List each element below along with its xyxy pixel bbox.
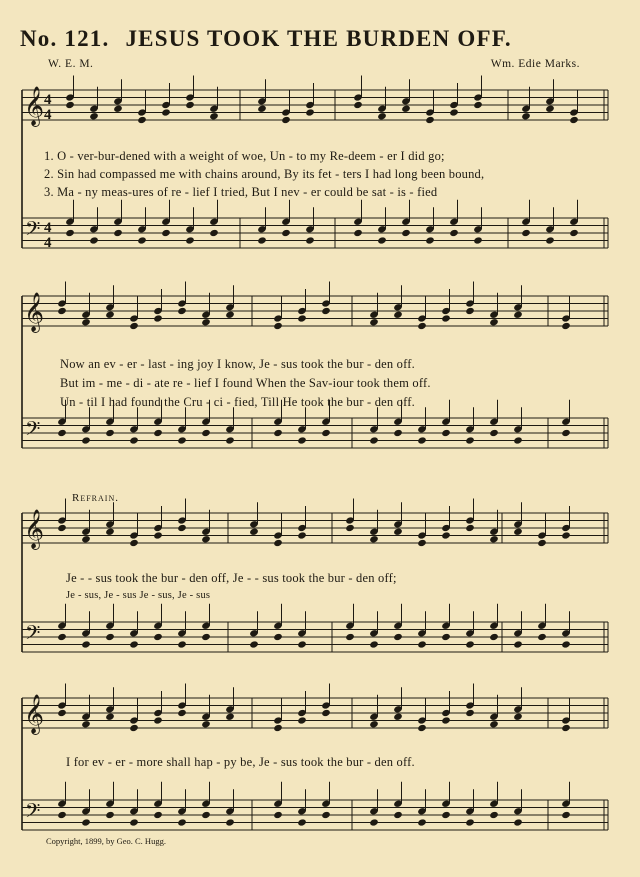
system-1-treble-note xyxy=(161,108,171,116)
system-2-treble-note xyxy=(441,314,451,322)
system-2-treble-note xyxy=(129,322,139,330)
system-3-bass-note xyxy=(465,640,475,648)
system-2-treble-note xyxy=(513,311,523,319)
system-2-treble-note xyxy=(321,307,331,315)
system-4-bass-note xyxy=(57,811,67,819)
system-4-treble-note xyxy=(417,724,427,732)
system-2-bass-note xyxy=(129,436,139,444)
system-2-bass-note xyxy=(321,429,331,437)
system-2-bass-note xyxy=(225,436,235,444)
system-4-treble-note xyxy=(465,709,475,717)
system-4-bass-note xyxy=(105,811,115,819)
system-1-time-signature-bottom: 4 xyxy=(44,235,52,251)
final-lyric: I for ev - er - more shall hap - py be, Je - sus took the bur - den off. xyxy=(66,755,415,769)
system-2-bass-note xyxy=(153,429,163,437)
hymn-title: JESUS TOOK THE BURDEN OFF. xyxy=(125,26,512,51)
system-2-bass-note xyxy=(105,429,115,437)
composer-credit: Wm. Edie Marks. xyxy=(490,58,580,70)
system-3-bass-note xyxy=(561,640,571,648)
system-4-bass-note xyxy=(177,818,187,826)
system-2-bass-note xyxy=(57,429,67,437)
system-4-treble-note xyxy=(153,716,163,724)
system-4-bass-note xyxy=(153,811,163,819)
system-3-treble-note xyxy=(393,528,403,536)
system-4-treble-note xyxy=(321,709,331,717)
system-1-bass-note xyxy=(137,236,147,244)
system-3-bass-note xyxy=(177,640,187,648)
system-3-bass-note xyxy=(513,640,523,648)
system-3-bass-note xyxy=(57,633,67,641)
system-3-bass-note xyxy=(489,633,499,641)
system-3-bass-note xyxy=(153,633,163,641)
system-3-treble-note xyxy=(345,524,355,532)
system-1-treble-note xyxy=(569,116,579,124)
system-4-bass-note xyxy=(513,818,523,826)
system-2-bass-note xyxy=(393,429,403,437)
system-3-treble-note xyxy=(105,528,115,536)
system-4-bass-note xyxy=(417,818,427,826)
system-4-treble-note xyxy=(369,720,379,728)
system-1-treble-note xyxy=(521,112,531,120)
system-2-treble-note xyxy=(57,307,67,315)
system-4-bass-note xyxy=(81,818,91,826)
refrain-echo-lyric: Je - sus, Je - sus Je - sus, Je - sus xyxy=(66,590,211,601)
system-4-treble-note xyxy=(225,713,235,721)
system-1-treble-note xyxy=(137,116,147,124)
system-4-treble-note xyxy=(561,724,571,732)
system-2-treble-note xyxy=(465,307,475,315)
system-2-bass-note xyxy=(273,429,283,437)
system-4-treble-note xyxy=(129,724,139,732)
system-1-treble-note xyxy=(185,101,195,109)
system-4-bass-note xyxy=(465,818,475,826)
system-2-bass-note xyxy=(441,429,451,437)
refrain-melody-lyric: Je - - sus took the bur - den off, Je - - sus took the bur - den off; xyxy=(66,571,397,585)
system-3-treble-note xyxy=(369,535,379,543)
system-3-bass-note xyxy=(345,633,355,641)
system-4-bass-note xyxy=(129,818,139,826)
system-1-time-signature-bottom: 4 xyxy=(44,107,52,123)
system-1-bass-note xyxy=(161,229,171,237)
system-4-treble-note xyxy=(81,720,91,728)
system-4-bass-note xyxy=(225,818,235,826)
system-2-treble-note xyxy=(105,311,115,319)
system-3-treble-note xyxy=(57,524,67,532)
system-4-bass-clef: 𝄢 xyxy=(25,799,41,827)
system-2-treble-note xyxy=(489,318,499,326)
system-2-bass-note xyxy=(417,436,427,444)
system-3-bass-note xyxy=(129,640,139,648)
system-1-bass-note xyxy=(281,229,291,237)
system-3-treble-note xyxy=(465,524,475,532)
system-1-treble-note xyxy=(89,112,99,120)
system-1-treble-note xyxy=(305,108,315,116)
system-4-treble-note xyxy=(393,713,403,721)
system-4-treble-note xyxy=(57,709,67,717)
system-1-treble-note xyxy=(401,105,411,113)
system-4-bass-note xyxy=(201,811,211,819)
system-4-bass-note xyxy=(489,811,499,819)
system-1-treble-note xyxy=(353,101,363,109)
system-2-treble-note xyxy=(177,307,187,315)
refrain-label: Refrain. xyxy=(72,492,119,504)
system-4-treble-note xyxy=(105,713,115,721)
system-3-bass-note xyxy=(441,633,451,641)
system-1-bass-note xyxy=(569,229,579,237)
system-3-treble-note xyxy=(489,535,499,543)
system-1-time-signature-top: 4 xyxy=(44,220,52,236)
system-2-treble-note xyxy=(225,311,235,319)
system-2-bass-note xyxy=(513,436,523,444)
system-3-treble-note xyxy=(297,531,307,539)
system-3-treble-note xyxy=(201,535,211,543)
verse-3-line-2: Un - til I had found the Cru - ci - fied, Till He took the bur - den off. xyxy=(60,395,415,409)
system-1-treble-note xyxy=(113,105,123,113)
system-1-bass-note xyxy=(425,236,435,244)
verse-3-line-1: 3. Ma - ny meas-ures of re - lief I tried, But I nev - er could be sat - is - fied xyxy=(44,185,438,199)
system-4-bass-note xyxy=(561,811,571,819)
system-2-bass-note xyxy=(201,429,211,437)
system-4-treble-clef: 𝄞 xyxy=(24,694,45,734)
system-4-bass-note xyxy=(369,818,379,826)
system-2-bass-note xyxy=(369,436,379,444)
system-1-treble-clef: 𝄞 xyxy=(24,86,45,126)
system-3-treble-note xyxy=(153,531,163,539)
verse-2-line-2: But im - me - di - ate re - lief I found When the Sav-iour took them off. xyxy=(60,376,431,390)
system-3-treble-note xyxy=(129,539,139,547)
system-1-bass-note xyxy=(545,236,555,244)
system-2-treble-note xyxy=(153,314,163,322)
system-3-treble-note xyxy=(273,539,283,547)
system-3-treble-note xyxy=(177,524,187,532)
system-2-bass-note xyxy=(489,429,499,437)
system-1-bass-note xyxy=(209,229,219,237)
system-1-treble-note xyxy=(473,101,483,109)
system-2-treble-note xyxy=(81,318,91,326)
system-1-bass-note xyxy=(305,236,315,244)
system-3-bass-note xyxy=(297,640,307,648)
system-4-bass-note xyxy=(321,811,331,819)
system-2-treble-note xyxy=(297,314,307,322)
system-2-treble-clef: 𝄞 xyxy=(24,292,45,332)
system-1-treble-note xyxy=(545,105,555,113)
system-1-bass-clef: 𝄢 xyxy=(25,217,41,245)
hymn-number: No. 121. xyxy=(20,26,110,51)
system-2-bass-note xyxy=(297,436,307,444)
system-2-bass-note xyxy=(561,429,571,437)
system-1-bass-note xyxy=(89,236,99,244)
system-3-bass-note xyxy=(393,633,403,641)
system-1-treble-note xyxy=(281,116,291,124)
system-3-treble-note xyxy=(417,539,427,547)
system-2-bass-note xyxy=(177,436,187,444)
system-2-treble-note xyxy=(369,318,379,326)
system-4-treble-note xyxy=(441,716,451,724)
system-3-bass-note xyxy=(537,633,547,641)
system-1-treble-note xyxy=(449,108,459,116)
system-1-bass-note xyxy=(113,229,123,237)
system-1-bass-note xyxy=(521,229,531,237)
system-4-bass-note xyxy=(273,811,283,819)
system-1-bass-note xyxy=(353,229,363,237)
system-2-treble-note xyxy=(273,322,283,330)
system-4-bass-note xyxy=(393,811,403,819)
system-3-treble-note xyxy=(81,535,91,543)
system-4-treble-note xyxy=(489,720,499,728)
system-3-bass-note xyxy=(369,640,379,648)
system-1-time-signature-top: 4 xyxy=(44,92,52,108)
system-1-bass-note xyxy=(401,229,411,237)
system-3-bass-note xyxy=(81,640,91,648)
system-2-bass-note xyxy=(81,436,91,444)
system-4-treble-note xyxy=(201,720,211,728)
system-4-bass-note xyxy=(297,818,307,826)
system-3-bass-clef: 𝄢 xyxy=(25,621,41,649)
system-2-treble-note xyxy=(561,322,571,330)
system-3-treble-note xyxy=(537,539,547,547)
verse-1-line-1: 1. O - ver-bur-dened with a weight of woe, Un - to my Re-deem - er I did go; xyxy=(44,149,445,163)
system-3-treble-note xyxy=(249,528,259,536)
system-1-bass-note xyxy=(257,236,267,244)
system-1-bass-note xyxy=(377,236,387,244)
system-3-treble-note xyxy=(441,531,451,539)
system-1-bass-note xyxy=(473,236,483,244)
system-3-bass-note xyxy=(273,633,283,641)
system-1-treble-note xyxy=(209,112,219,120)
system-1-bass-note xyxy=(65,229,75,237)
system-2-treble-note xyxy=(417,322,427,330)
system-4-bass-note xyxy=(441,811,451,819)
system-3-treble-note xyxy=(513,528,523,536)
system-2-treble-note xyxy=(393,311,403,319)
system-1-treble-note xyxy=(257,105,267,113)
system-4-treble-note xyxy=(273,724,283,732)
system-4-treble-note xyxy=(297,716,307,724)
system-3-bass-note xyxy=(201,633,211,641)
system-1-bass-note xyxy=(185,236,195,244)
system-3-bass-note xyxy=(249,640,259,648)
system-4-treble-note xyxy=(513,713,523,721)
system-2-bass-clef: 𝄢 xyxy=(25,417,41,445)
verse-2-line-1: 2. Sin had compassed me with chains around, By its fet - ters I had long been bound, xyxy=(44,167,485,181)
system-1-treble-note xyxy=(425,116,435,124)
system-4-treble-note xyxy=(177,709,187,717)
system-1-treble-note xyxy=(377,112,387,120)
system-3-treble-note xyxy=(561,531,571,539)
verse-1-line-2: Now an ev - er - last - ing joy I know, Je - sus took the bur - den off. xyxy=(60,357,415,371)
system-1-treble-note xyxy=(65,101,75,109)
system-3-bass-note xyxy=(105,633,115,641)
system-3-bass-note xyxy=(417,640,427,648)
system-2-bass-note xyxy=(465,436,475,444)
system-3-treble-clef: 𝄞 xyxy=(24,509,45,549)
lyricist-credit: W. E. M. xyxy=(48,58,94,70)
system-2-treble-note xyxy=(201,318,211,326)
copyright-notice: Copyright, 1899, by Geo. C. Hugg. xyxy=(46,836,166,846)
system-1-bass-note xyxy=(449,229,459,237)
